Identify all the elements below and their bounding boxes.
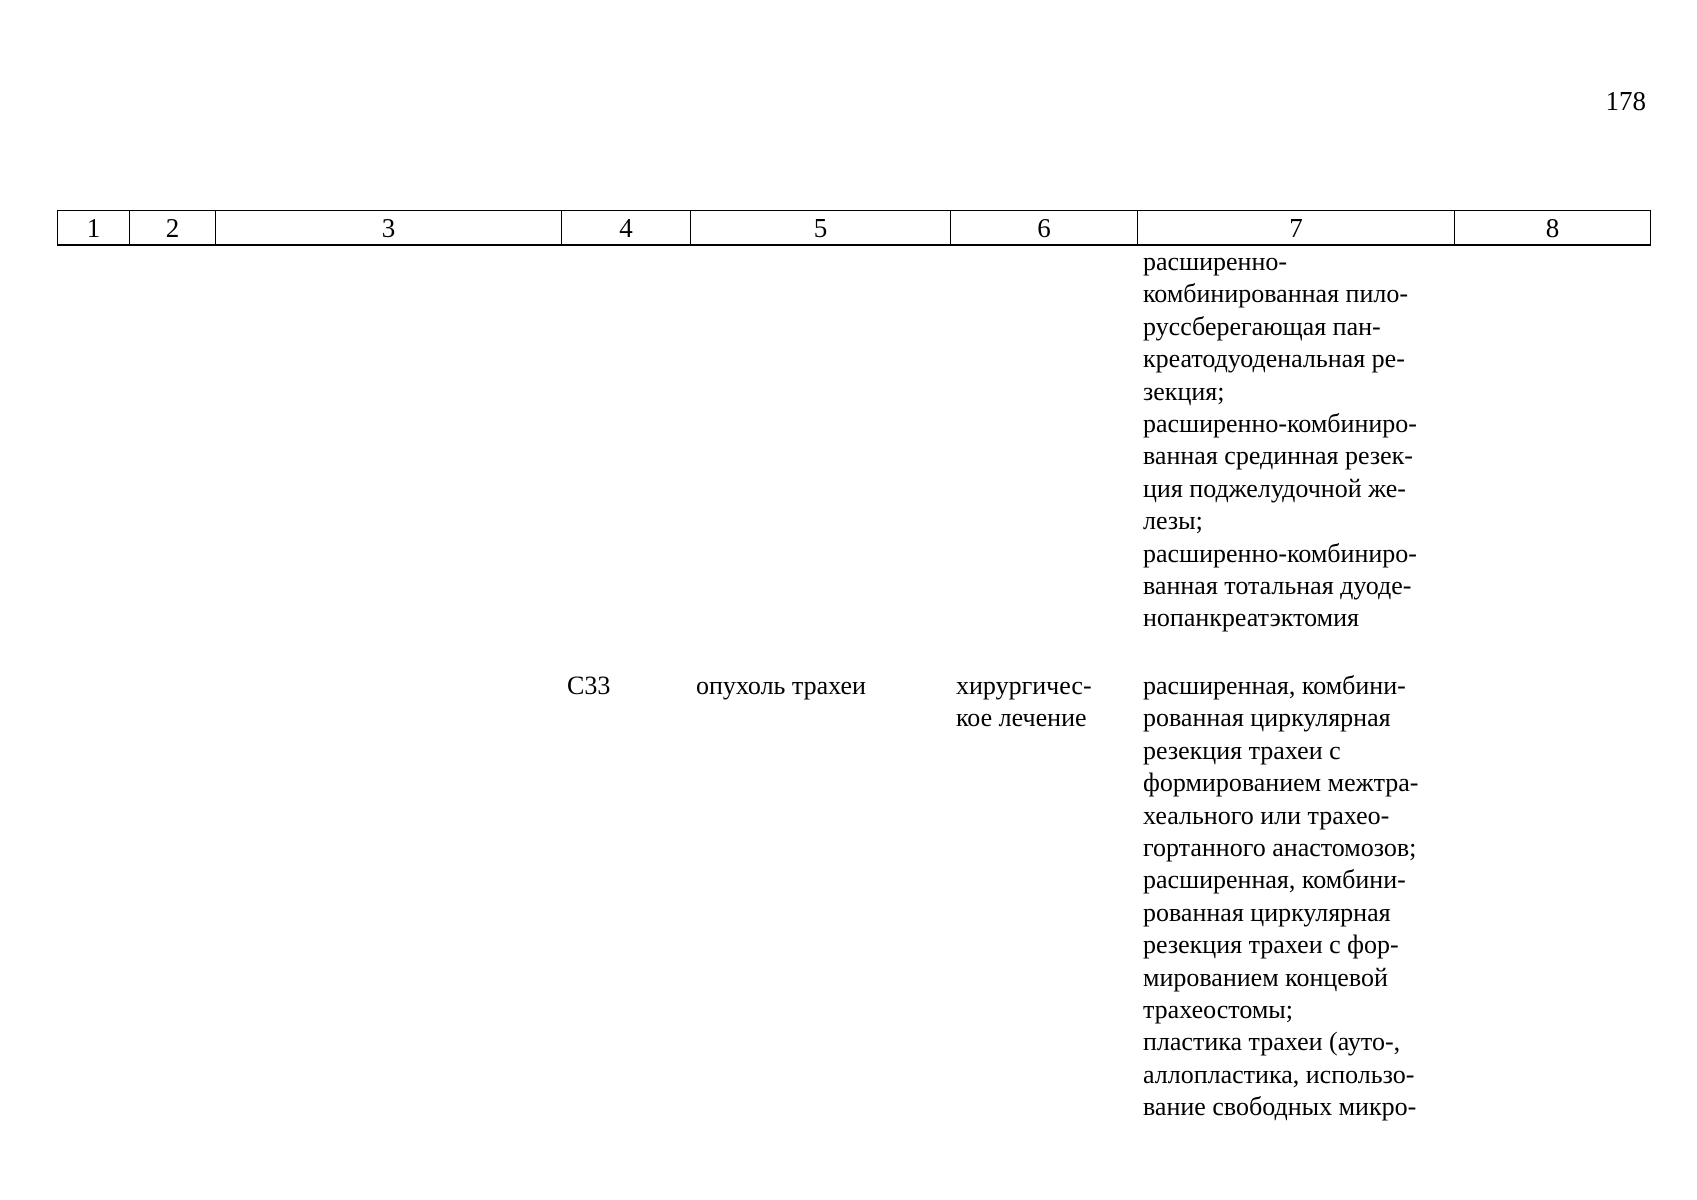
text-line: хеального или трахео-	[1143, 800, 1390, 830]
column-number-6: 6	[951, 211, 1138, 246]
column-number-7: 7	[1138, 211, 1455, 246]
text-line: аллопластика, использо-	[1143, 1059, 1415, 1089]
text-line: лезы;	[1143, 506, 1203, 536]
text-line: расширенная, комбини-	[1143, 865, 1406, 895]
text-line: вание свободных микро-	[1143, 1092, 1417, 1122]
text-line: рованная циркулярная	[1143, 897, 1391, 927]
text-line: ция поджелудочной же-	[1143, 473, 1406, 503]
text-line: трахеостомы;	[1143, 995, 1293, 1025]
treatment-type	[956, 670, 1146, 735]
text-line: мированием концевой	[1143, 962, 1388, 992]
text-line: ванная тотальная дуоде-	[1143, 571, 1412, 601]
text-line: хирургичес-	[956, 671, 1092, 700]
column-number-4: 4	[562, 211, 691, 246]
text-line: креатодуоденальная ре-	[1143, 344, 1405, 374]
text-line: руссберегающая пан-	[1143, 311, 1381, 341]
text-line: формированием межтра-	[1143, 768, 1419, 798]
text-line: расширенно-комбиниро-	[1143, 409, 1417, 439]
text-line: пластика трахеи (ауто-,	[1143, 1027, 1401, 1057]
text-line: гортанного анастомозов;	[1143, 833, 1417, 863]
text-line: зекция;	[1143, 376, 1225, 406]
column-number-header-row	[57, 210, 1651, 246]
column-number-8: 8	[1455, 211, 1651, 246]
text-line: расширенно-комбиниро-	[1143, 538, 1417, 568]
treatment-methods-pancreas	[1143, 246, 1449, 635]
text-line: нопанкреатэктомия	[1143, 603, 1359, 633]
text-line: расширенная, комбини-	[1143, 671, 1406, 700]
column-number-5: 5	[691, 211, 951, 246]
text-line: рованная циркулярная	[1143, 703, 1391, 733]
column-number-1: 1	[58, 211, 130, 246]
text-line: ванная срединная резек-	[1143, 441, 1413, 471]
page-number: 178	[1605, 86, 1646, 116]
icd-code: C33	[567, 671, 611, 700]
text-line: резекция трахеи с фор-	[1143, 930, 1399, 960]
text-line: расширенно-	[1143, 247, 1288, 276]
diagnosis: опухоль трахеи	[696, 671, 866, 700]
column-number-2: 2	[130, 211, 216, 246]
treatment-methods-trachea	[1143, 670, 1449, 1124]
text-line: кое лечение	[956, 703, 1087, 733]
column-number-3: 3	[216, 211, 562, 246]
text-line: комбинированная пило-	[1143, 279, 1409, 309]
text-line: резекция трахеи с	[1143, 735, 1341, 765]
